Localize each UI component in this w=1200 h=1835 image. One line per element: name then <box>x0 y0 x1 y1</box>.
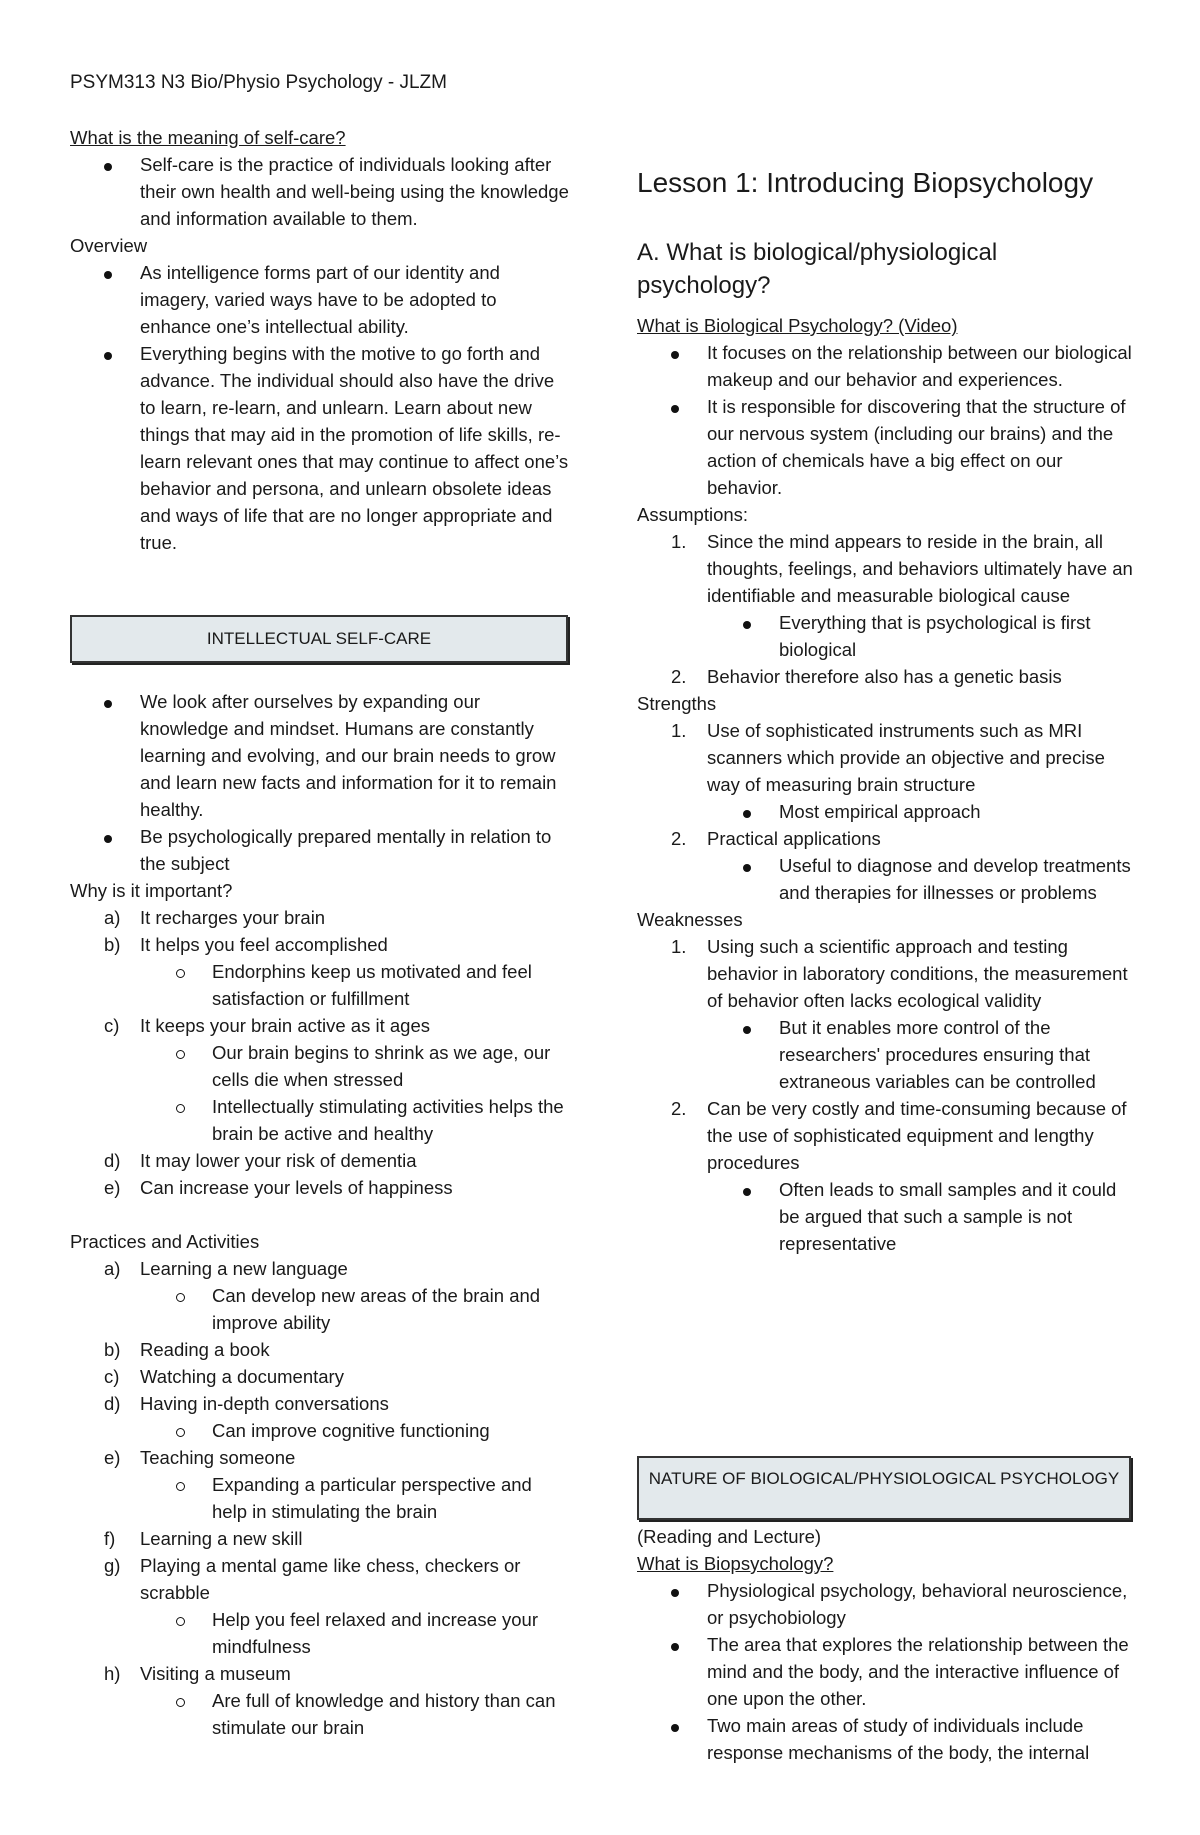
list-item: c) It keeps your brain active as it ages <box>70 1012 570 1039</box>
bullet-icon <box>743 810 751 818</box>
weaknesses-heading: Weaknesses <box>637 909 743 930</box>
practice-list <box>70 1255 570 1741</box>
list-marker: e) <box>104 1447 121 1468</box>
bullet-icon <box>104 271 112 279</box>
practices-heading: Practices and Activities <box>70 1231 260 1252</box>
list-marker: c) <box>104 1366 120 1387</box>
why-heading: Why is it important? <box>70 880 233 901</box>
list-marker: f) <box>104 1528 116 1549</box>
list-item: f) Learning a new skill <box>70 1525 570 1552</box>
sub-list-item: Endorphins keep us motivated and feel satisfaction or fulfillment <box>70 958 570 1012</box>
list-marker: b) <box>104 1339 121 1360</box>
weakness-list <box>637 933 1137 1257</box>
circle-bullet-icon <box>176 1050 185 1059</box>
list-marker: h) <box>104 1663 121 1684</box>
video-heading: What is Biological Psychology? (Video) <box>637 315 958 336</box>
list-marker: b) <box>104 934 121 955</box>
section-a-heading: A. What is biological/physiological psychology? <box>637 239 998 299</box>
sub-list-item: Often leads to small samples and it could be argued that such a sample is not representative <box>637 1176 1137 1257</box>
sub-list-item: Are full of knowledge and history than can stimulate our brain <box>70 1687 570 1741</box>
bullet-icon <box>104 700 112 708</box>
list-item: d) Having in-depth conversations <box>70 1390 570 1417</box>
bullet-icon <box>104 835 112 843</box>
list-item: 1. Using such a scientific approach and testing behavior in laboratory conditions, the measurement of behavior often lacks ecological validity <box>637 933 1137 1014</box>
assumptions-heading: Assumptions: <box>637 504 749 525</box>
list-marker: d) <box>104 1393 121 1414</box>
list-item: e) Can increase your levels of happiness <box>70 1174 570 1201</box>
sub-list-item: Can develop new areas of the brain and improve ability <box>70 1282 570 1336</box>
circle-bullet-icon <box>176 1428 185 1437</box>
bullet-icon <box>671 1589 679 1597</box>
list-marker: a) <box>104 1258 121 1279</box>
list-item: h) Visiting a museum <box>70 1660 570 1687</box>
list-item: The area that explores the relationship between the mind and the body, and the interactive influence of one upon the other. <box>637 1631 1137 1712</box>
list-marker: 2. <box>671 666 687 687</box>
circle-bullet-icon <box>176 1698 185 1707</box>
circle-bullet-icon <box>176 1482 185 1491</box>
list-item: d) It may lower your risk of dementia <box>70 1147 570 1174</box>
sub-list-item: Everything that is psychological is first biological <box>637 609 1137 663</box>
list-marker: c) <box>104 1015 120 1036</box>
sub-list-item: Expanding a particular perspective and help in stimulating the brain <box>70 1471 570 1525</box>
list-item: Self-care is the practice of individuals looking after their own health and well-being using the knowledge and information available to them. <box>70 151 570 232</box>
reading-note: (Reading and Lecture) <box>637 1526 822 1547</box>
overview-heading: Overview <box>70 235 148 256</box>
list-item: Two main areas of study of individuals include response mechanisms of the body, the internal <box>637 1712 1137 1766</box>
circle-bullet-icon <box>176 1617 185 1626</box>
sub-list-item: Help you feel relaxed and increase your mindfulness <box>70 1606 570 1660</box>
strength-list <box>637 717 1137 906</box>
circle-bullet-icon <box>176 1104 185 1113</box>
bullet-icon <box>671 405 679 413</box>
list-marker: e) <box>104 1177 121 1198</box>
list-item: b) Reading a book <box>70 1336 570 1363</box>
bullet-icon <box>671 1643 679 1651</box>
bullet-icon <box>743 621 751 629</box>
list-marker: 2. <box>671 828 687 849</box>
list-item: 2. Can be very costly and time-consuming because of the use of sophisticated equipment and lengthy procedures <box>637 1095 1137 1176</box>
selfcare-question: What is the meaning of self-care? <box>70 127 346 148</box>
circle-bullet-icon <box>176 1293 185 1302</box>
list-marker: 2. <box>671 1098 687 1119</box>
list-item: g) Playing a mental game like chess, checkers or scrabble <box>70 1552 570 1606</box>
bullet-icon <box>671 1724 679 1732</box>
list-item: a) It recharges your brain <box>70 904 570 931</box>
strengths-heading: Strengths <box>637 693 717 714</box>
biopsychology-heading: What is Biopsychology? <box>637 1553 834 1574</box>
bullet-icon <box>743 1188 751 1196</box>
sub-list-item: Can improve cognitive functioning <box>70 1417 570 1444</box>
list-item: b) It helps you feel accomplished <box>70 931 570 958</box>
bullet-icon <box>671 351 679 359</box>
list-item: It is responsible for discovering that the structure of our nervous system (including our brains) and the action of chemicals have a big effect on our behavior. <box>637 393 1137 501</box>
bullet-icon <box>104 163 112 171</box>
list-item: Be psychologically prepared mentally in relation to the subject <box>70 823 570 877</box>
bullet-icon <box>104 352 112 360</box>
list-marker: 1. <box>671 720 687 741</box>
circle-bullet-icon <box>176 969 185 978</box>
sub-list-item: Most empirical approach <box>637 798 1137 825</box>
list-item: 1. Since the mind appears to reside in the brain, all thoughts, feelings, and behaviors ultimately have an identifiable and measurable biological cause <box>637 528 1137 609</box>
list-marker: 1. <box>671 936 687 957</box>
why-list <box>70 904 570 1201</box>
list-marker: g) <box>104 1555 121 1576</box>
list-item: e) Teaching someone <box>70 1444 570 1471</box>
list-item: As intelligence forms part of our identity and imagery, varied ways have to be adopted to enhance one’s intellectual ability. <box>70 259 570 340</box>
list-marker: a) <box>104 907 121 928</box>
list-item: We look after ourselves by expanding our knowledge and mindset. Humans are constantly learning and evolving, and our brain needs to grow and learn new facts and information for it to remain healthy. <box>70 688 570 823</box>
list-item: 2. Behavior therefore also has a genetic basis <box>637 663 1137 690</box>
sub-list-item: But it enables more control of the researchers' procedures ensuring that extraneous variables can be controlled <box>637 1014 1137 1095</box>
list-item: 2. Practical applications <box>637 825 1137 852</box>
list-item: Everything begins with the motive to go forth and advance. The individual should also have the drive to learn, re-learn, and unlearn. Learn about new things that may aid in the promotion of life skills, re-learn relevant ones that may continue to affect one’s behavior and persona, and unlearn obsolete ideas and ways of life that are no longer appropriate and true. <box>70 340 570 556</box>
sub-list-item: Useful to diagnose and develop treatments and therapies for illnesses or problems <box>637 852 1137 906</box>
list-marker: d) <box>104 1150 121 1171</box>
list-item: Physiological psychology, behavioral neuroscience, or psychobiology <box>637 1577 1137 1631</box>
list-item: It focuses on the relationship between our biological makeup and our behavior and experiences. <box>637 339 1137 393</box>
page-header: PSYM313 N3 Bio/Physio Psychology - JLZM <box>70 72 447 93</box>
list-item: a) Learning a new language <box>70 1255 570 1282</box>
assumption-list <box>637 528 1137 690</box>
list-item: 1. Use of sophisticated instruments such as MRI scanners which provide an objective and precise way of measuring brain structure <box>637 717 1137 798</box>
bullet-icon <box>743 864 751 872</box>
section-box-nature: NATURE OF BIOLOGICAL/PHYSIOLOGICAL PSYCHOLOGY <box>637 1456 1131 1520</box>
sub-list-item: Intellectually stimulating activities helps the brain be active and healthy <box>70 1093 570 1147</box>
list-marker: 1. <box>671 531 687 552</box>
bullet-icon <box>743 1026 751 1034</box>
section-box-intellectual: INTELLECTUAL SELF-CARE <box>70 615 568 663</box>
lesson-title: Lesson 1: Introducing Biopsychology <box>637 167 1094 198</box>
list-item: c) Watching a documentary <box>70 1363 570 1390</box>
sub-list-item: Our brain begins to shrink as we age, our cells die when stressed <box>70 1039 570 1093</box>
